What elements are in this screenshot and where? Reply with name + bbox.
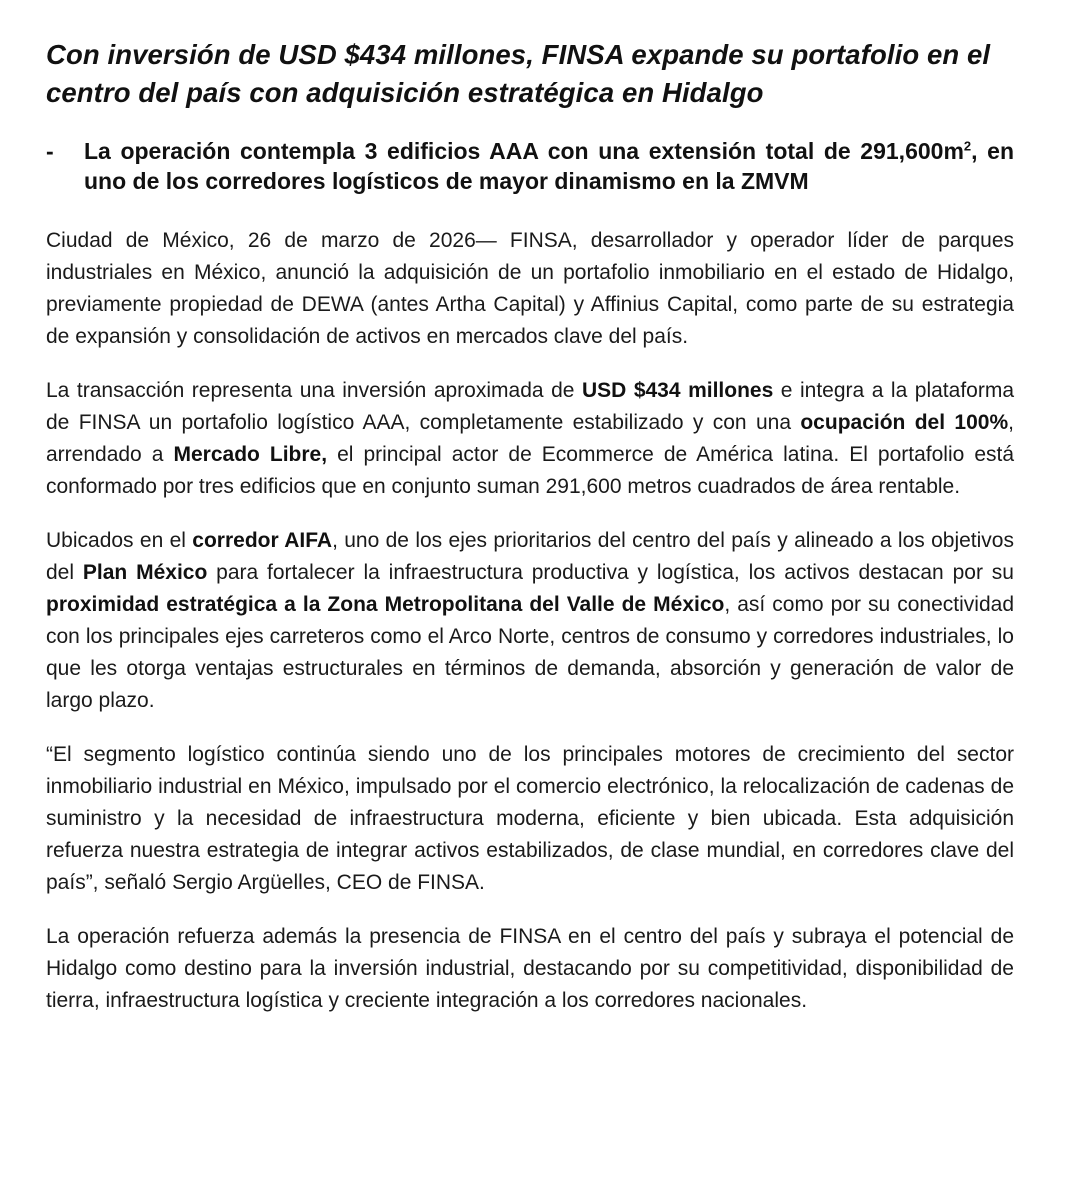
- paragraph-quote: “El segmento logístico continúa siendo uno de los principales motores de crecimiento del sector inmobiliario industrial en México, impulsado por el comercio electrónico, la relocalización de cadenas de suministro y la necesidad de infraestructura moderna, eficiente y bien ubicada. Esta adquisición refuerza nuestra estrategia de integrar activos estabilizados, de clase mundial, en corredores clave del país”, señaló Sergio Argüelles, CEO de FINSA.: [46, 743, 1014, 894]
- occupancy-rate: ocupación del 100%: [800, 411, 1009, 434]
- paragraph-location-text-3: para fortalecer la infraestructura productiva y logística, los activos destacan por su: [207, 561, 1014, 584]
- paragraph-location-text-2: , uno de los ejes prioritarios del centro del país y alineado a los objetivos del: [46, 529, 1014, 584]
- plan-name: Plan México: [82, 561, 208, 584]
- paragraph-transaction-text-1: La transacción representa una inversión aproximada de: [46, 379, 582, 402]
- tenant-name: Mercado Libre,: [173, 443, 328, 466]
- paragraph-transaction-text-4: el principal actor de Ecommerce de América latina. El portafolio está conformado por tres edificios que en conjunto suman 291,600 metros cuadrados de área rentable.: [46, 443, 1015, 498]
- paragraph-transaction-text-3: , arrendado a: [46, 411, 1014, 466]
- headline: Con inversión de USD $434 millones, FINSA expande su portafolio en el centro del país con adquisición estratégica en Hidalgo: [46, 39, 991, 108]
- bullet-text-part-a: La operación contempla 3 edificios AAA con una extensión total de 291,600m: [84, 138, 964, 164]
- summary-bullet: [46, 136, 1014, 196]
- paragraph-closing: La operación refuerza además la presencia de FINSA en el centro del país y subraya el potencial de Hidalgo como destino para la inversión industrial, destacando por su competitividad, disponibilidad de tierra, infraestructura logística y creciente integración a los corredores nacionales.: [46, 925, 1014, 1012]
- bullet-superscript: 2: [963, 138, 972, 154]
- paragraph-location: [46, 525, 1014, 717]
- bullet-text-part-b: , en uno de los corredores logísticos de mayor dinamismo en la ZMVM: [84, 138, 1014, 194]
- paragraph-intro: Ciudad de México, 26 de marzo de 2026— FINSA, desarrollador y operador líder de parques industriales en México, anunció la adquisición de un portafolio inmobiliario en el estado de Hidalgo, previamente propiedad de DEWA (antes Artha Capital) y Affinius Capital, como parte de su estrategia de expansión y consolidación de activos en mercados clave del país.: [46, 229, 1014, 348]
- paragraph-transaction-text-2: e integra a la plataforma de FINSA un portafolio logístico AAA, completamente estabilizado y con una: [46, 379, 1014, 434]
- investment-amount: USD $434 millones: [581, 379, 774, 402]
- paragraph-transaction: [46, 375, 1014, 503]
- bullet-dash: -: [46, 138, 54, 164]
- paragraph-location-text-4: , así como por su conectividad con los principales ejes carreteros como el Arco Norte, centros de consumo y corredores industriales, lo que les otorga ventajas estructurales en términos de demanda, absorción y generación de valor de largo plazo.: [46, 593, 1014, 712]
- bullet-text: [84, 136, 1014, 196]
- proximity-highlight: proximidad estratégica a la Zona Metropolitana del Valle de México: [46, 593, 725, 616]
- paragraph-location-text-1: Ubicados en el: [46, 529, 193, 552]
- press-release-document: [46, 36, 1014, 1039]
- corridor-name: corredor AIFA: [192, 529, 333, 552]
